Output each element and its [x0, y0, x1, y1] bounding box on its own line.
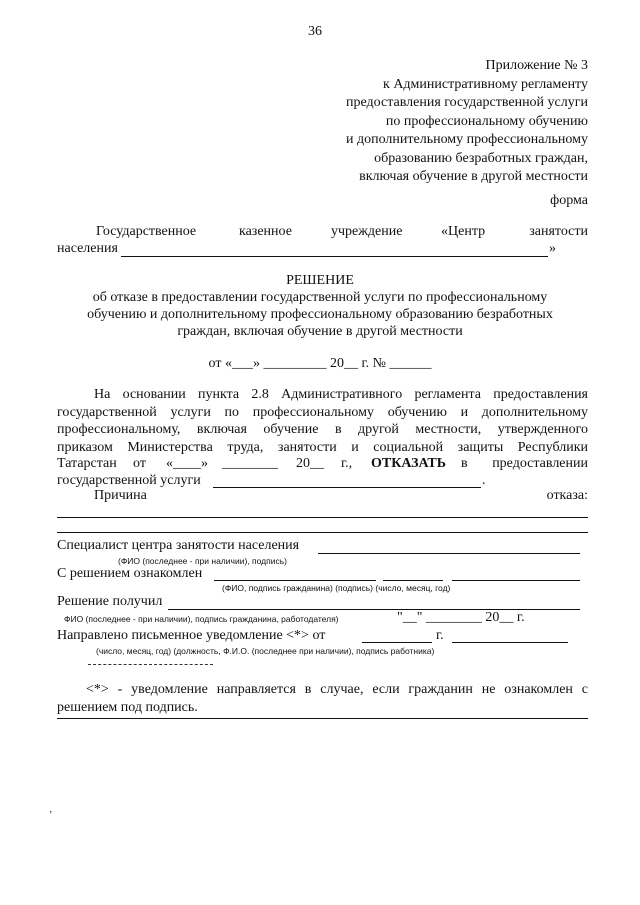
decision-subtitle-line: об отказе в предоставлении государственной услуги по профессиональному: [92, 290, 548, 305]
acquainted-label: С решением ознакомлен: [57, 566, 203, 581]
appendix-block: [346, 57, 588, 187]
notice-date-field[interactable]: [362, 642, 432, 643]
body-line: государственной услуги: [57, 473, 201, 488]
appendix-line: предоставления государственной услуги: [346, 95, 588, 110]
acquainted-signature-field[interactable]: [383, 580, 443, 581]
institution-word: занятости: [529, 224, 588, 239]
service-name-field[interactable]: [213, 487, 481, 488]
body-word: в: [461, 456, 468, 471]
form-label: форма: [550, 193, 588, 208]
reason-label-end: отказа:: [546, 488, 588, 503]
appendix-line: Приложение № 3: [485, 58, 588, 73]
institution-word: «Центр: [441, 224, 486, 239]
footnote-line: <*> - уведомление направляется в случае, если гражданин не ознакомлен с: [86, 682, 588, 697]
notice-date-suffix: г.: [436, 628, 444, 643]
notice-caption: (число, месяц, год) (должность, Ф.И.О. (последнее при наличии), подпись работника): [96, 646, 435, 656]
notice-extra-line: [88, 664, 213, 665]
reason-label: Причина: [94, 488, 147, 503]
page-number: 36: [308, 24, 322, 39]
appendix-line: образованию безработных граждан,: [374, 150, 588, 166]
body-word: от: [133, 456, 146, 471]
decision-title: РЕШЕНИЕ: [286, 273, 354, 288]
date-month-field[interactable]: ________: [222, 456, 278, 471]
appendix-line: включая обучение в другой местности: [359, 169, 588, 184]
institution-name-label: населения: [57, 241, 118, 256]
received-date[interactable]: "__" ________ 20__ г.: [397, 610, 525, 625]
body-word: г.,: [341, 456, 353, 471]
date-year-field[interactable]: 20__: [296, 456, 324, 471]
refuse-keyword: ОТКАЗАТЬ: [371, 456, 447, 471]
acquainted-caption: (ФИО, подпись гражданина) (подпись) (число, месяц, год): [222, 583, 451, 593]
appendix-line: и дополнительному профессиональному: [345, 132, 588, 147]
body-word: Татарстан: [57, 456, 117, 471]
institution-word: учреждение: [331, 224, 403, 239]
acquainted-name-field[interactable]: [214, 580, 376, 581]
received-caption: ФИО (последнее - при наличии), подпись гражданина, работодателя): [64, 614, 339, 624]
body-paragraph: [57, 386, 588, 456]
body-word: предоставлении: [492, 456, 588, 471]
appendix-line: по профессиональному обучению: [385, 113, 588, 129]
received-label: Решение получил: [57, 594, 163, 609]
body-line: На основании пункта 2.8 Административного регламента предоставления: [94, 387, 588, 402]
reason-field-line[interactable]: [57, 517, 588, 518]
institution-quote-close: »: [549, 241, 556, 256]
scan-artifact-mark: ʼ: [49, 810, 53, 821]
body-line: приказом Министерства труда, занятости и социальной защиты Республики: [57, 439, 588, 455]
specialist-field[interactable]: [318, 553, 580, 554]
body-line: государственной услуги по профессиональному обучению и дополнительному: [57, 404, 588, 420]
decision-subtitle-line: граждан, включая обучение в другой местности: [177, 324, 463, 339]
appendix-line: к Административному регламенту: [383, 76, 588, 92]
specialist-label: Специалист центра занятости населения: [57, 538, 300, 553]
date-day-field[interactable]: «____»: [166, 456, 208, 471]
specialist-caption: (ФИО (последнее - при наличии), подпись): [118, 556, 287, 566]
acquainted-date-field[interactable]: [452, 580, 580, 581]
reason-field-line[interactable]: [57, 532, 588, 533]
institution-word: Государственное: [96, 224, 197, 239]
footnote-divider: [57, 718, 588, 719]
notice-label: Направлено письменное уведомление <*> от: [57, 628, 326, 643]
body-period: .: [482, 473, 486, 488]
institution-word: казенное: [239, 224, 292, 239]
body-line: профессиональному, включая обучение в другой местности, утвержденного: [57, 422, 588, 437]
footnote-line: решением под подпись.: [57, 700, 198, 715]
decision-subtitle-line: обучению и дополнительному профессиональному образованию безработных: [87, 307, 553, 322]
decision-date-line[interactable]: от «___» _________ 20__ г. № ______: [208, 356, 432, 371]
institution-name-field[interactable]: [121, 256, 548, 257]
notice-signer-field[interactable]: [452, 642, 568, 643]
